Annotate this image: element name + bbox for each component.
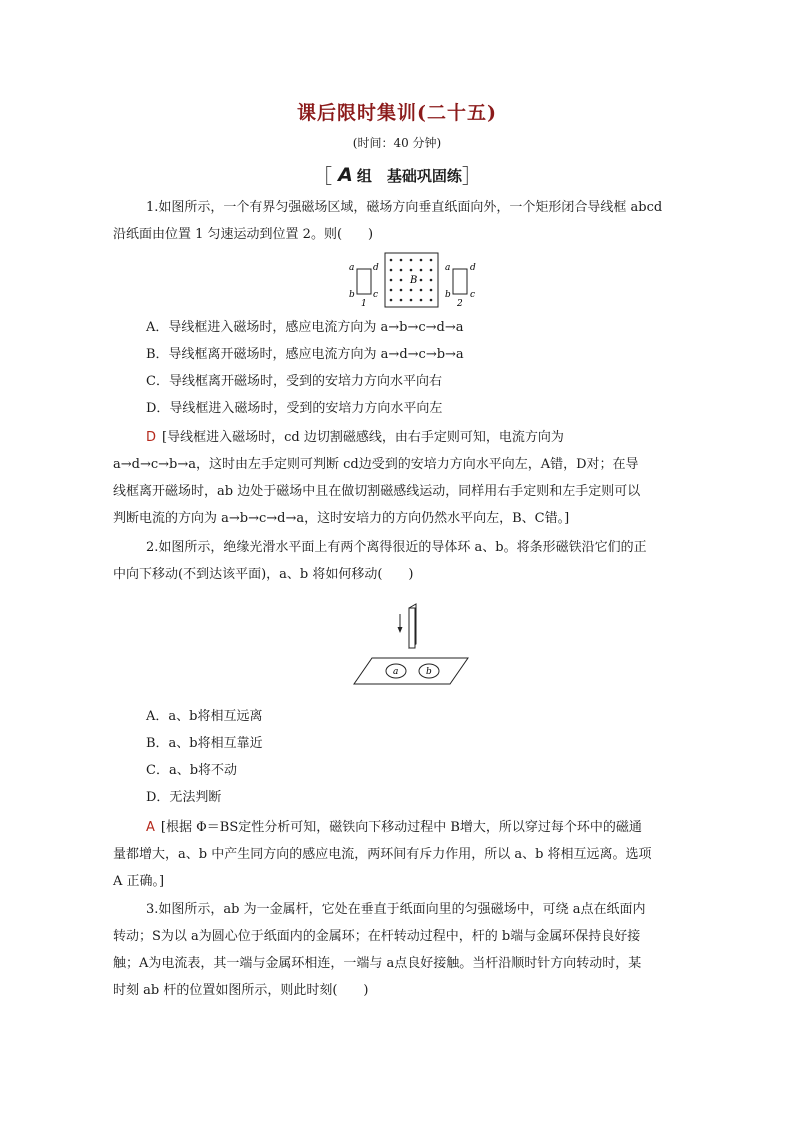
group-header [0,160,794,189]
q2-option-c: C．a、b将不动 [146,763,238,778]
field-dot [430,259,433,262]
field-dot [400,299,403,302]
loop2-label-d: d [470,263,476,273]
loop1-label-a: a [349,263,355,273]
loop2-label-c: c [470,290,476,300]
field-dot [400,259,403,262]
q2-stem-line2: 中向下移动(不到达该平面)，a、b 将如何移动( ) [113,567,414,582]
time-note: (时间：40 分钟) [352,136,442,150]
q2-explanation-line2: 量都增大，a、b 中产生同方向的感应电流，两环间有斥力作用，所以 a、b 将相互远离。选项 [113,847,652,862]
ring-a-label: a [393,667,399,677]
q2-explanation-line1 [113,814,683,841]
field-dot [390,299,393,302]
q1-explanation-text1: [导线框进入磁场时，cd 边切割磁感线，由右手定则可知，电流方向为 [162,430,564,445]
field-dot [410,289,413,292]
field-label-B: B [410,275,418,286]
q2-explanation-text1: [根据 Φ＝BS定性分析可知，磁铁向下移动过程中 B增大，所以穿过每个环中的磁通 [160,820,642,835]
q2-figure [350,600,472,690]
q2-answer-letter: A [146,820,155,835]
field-dot [430,299,433,302]
group-a-glyph: A [338,164,353,186]
q1-stem-line2: 沿纸面由位置 1 匀速运动到位置 2。则( ) [113,227,374,242]
right-bracket: ］ [461,164,482,188]
q1-stem-line1: 1.如图所示，一个有界匀强磁场区域，磁场方向垂直纸面向外，一个矩形闭合导线框 abcd [146,200,663,215]
loop-position-1 [357,269,371,294]
field-dot [390,269,393,272]
loop1-position-label: 1 [361,299,367,309]
ring-b-label: b [426,667,432,677]
field-dot [430,269,433,272]
loop2-position-label: 2 [457,299,463,309]
q3-line2: 转动；S为以 a为圆心位于纸面内的金属环；在杆转动过程中，杆的 b端与金属环保持良好接 [113,929,641,944]
q1-option-d: D．导线框进入磁场时，受到的安培力方向水平向左 [146,401,443,416]
field-dot [420,269,423,272]
q1-explanation-line4: 判断电流的方向为 a→b→c→d→a，这时安培力的方向仍然水平向左，B、C错。] [113,511,570,526]
q3-line1: 3.如图所示，ab 为一金属杆，它处在垂直于纸面向里的匀强磁场中，可绕 a点在纸面内 [146,902,646,917]
horizontal-plane [354,658,468,684]
field-dot [390,279,393,282]
field-dot [410,269,413,272]
field-dot [390,259,393,262]
q2-option-a: A．a、b将相互远离 [146,709,263,724]
loop1-label-b: b [349,290,355,300]
loop2-label-b: b [445,290,451,300]
q2-option-d: D．无法判断 [146,790,222,805]
field-dot [400,279,403,282]
left-bracket: ［ [312,164,333,188]
loop1-label-c: c [373,290,379,300]
q1-figure [340,250,485,312]
q1-explanation-line1 [113,424,683,451]
field-dot [390,289,393,292]
q3-line3: 触；A为电流表，其一端与金属环相连，一端与 a点良好接触。当杆沿顺时针方向转动时，某 [113,956,642,971]
q1-explanation-line2: a→d→c→b→a，这时由左手定则可判断 cd边受到的安培力方向水平向左，A错，D对；在导 [113,457,639,472]
q1-option-c: C．导线框离开磁场时，受到的安培力方向水平向右 [146,374,442,389]
q1-option-b: B．导线框离开磁场时，感应电流方向为 a→d→c→b→a [146,347,464,362]
field-dot [430,279,433,282]
q1-explanation-line3: 线框离开磁场时，ab 边处于磁场中且在做切割磁感线运动，同样用右手定则和左手定则可以 [113,484,641,499]
field-dot [400,269,403,272]
q2-option-b: B．a、b将相互靠近 [146,736,263,751]
q3-line4: 时刻 ab 杆的位置如图所示，则此时刻( ) [113,983,369,998]
q1-option-a: A．导线框进入磁场时，感应电流方向为 a→b→c→d→a [146,320,464,335]
field-dot [420,279,423,282]
q1-answer-letter: D [146,430,157,445]
q2-stem-line1: 2.如图所示，绝缘光滑水平面上有两个离得很近的导体环 a、b。将条形磁铁沿它们的正 [146,540,647,555]
q2-explanation-line3: A 正确。] [113,874,165,889]
field-dot [400,289,403,292]
down-arrow-icon [398,627,403,633]
field-dot [420,299,423,302]
field-dot [410,299,413,302]
group-label: 组 基础巩固练 [356,167,462,185]
loop-position-2 [453,269,467,294]
field-dot [420,289,423,292]
loop1-label-d: d [373,263,379,273]
page-title: 课后限时集训(二十五) [297,102,497,124]
field-dot [410,259,413,262]
loop2-label-a: a [445,263,451,273]
field-dot [420,259,423,262]
field-dot [430,289,433,292]
bar-magnet-face [409,608,415,648]
